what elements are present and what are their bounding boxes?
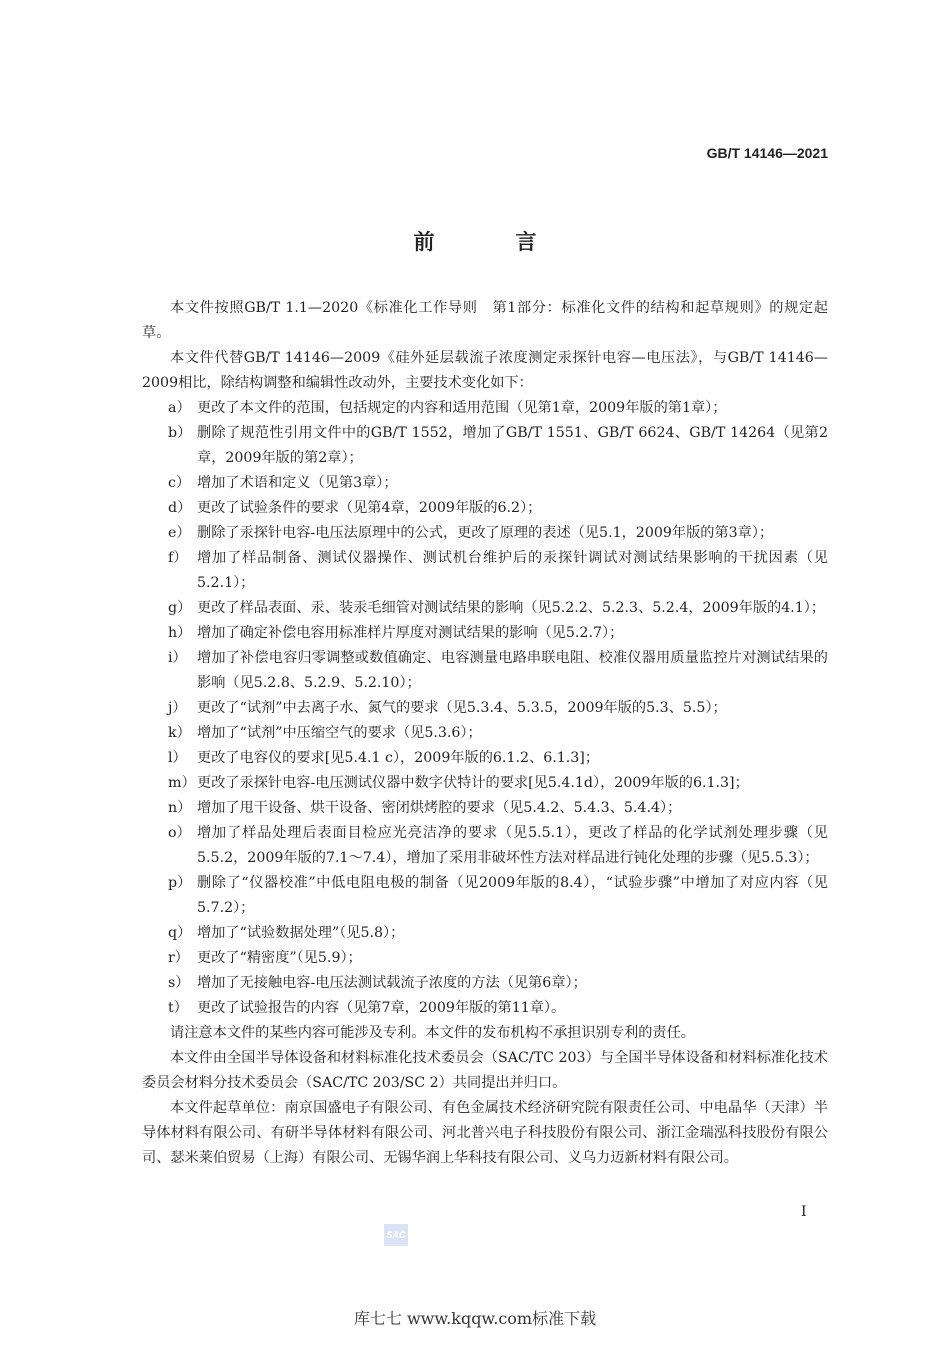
list-item-text: 增加了样品处理后表面目检应光亮洁净的要求（见5.5.1），更改了样品的化学试剂处理步骤（见5.5.2，2009年版的7.1～7.4），增加了采用非破坏性方法对样品进行钝化处理的步骤（见5.5.3）； [197,825,828,866]
list-item-label: r） [168,950,189,966]
page-number: I [801,1204,807,1220]
list-item-text: 更改了电容仪的要求[见5.4.1 c），2009年版的6.1.2、6.1.3]； [197,750,600,766]
list-item [142,471,828,496]
list-item-label: q） [168,925,192,941]
footer-watermark-text: 库七七 www.kqqw.com标准下载 [353,1309,597,1328]
list-item-text: 增加了术语和定义（见第3章）； [197,475,398,491]
list-item-text: 增加了补偿电容归零调整或数值确定、电容测量电路串联电阻、校准仪器用质量监控片对测试结果的影响（见5.2.8、5.2.9、5.2.10）； [197,650,828,691]
list-item-label: d） [168,500,192,516]
list-item [142,646,828,696]
list-item-text: 删除了规范性引用文件中的GB/T 1552，增加了GB/T 1551、GB/T 6624、GB/T 14264（见第2章，2009年版的第2章）； [197,425,828,466]
list-item-label: j） [168,700,187,716]
list-item-text: 增加了确定补偿电容用标准样片厚度对测试结果的影响（见5.2.7）； [197,625,624,641]
list-item-text: 增加了甩干设备、烘干设备、密闭烘烤腔的要求（见5.4.2、5.4.3、5.4.4）； [197,800,682,816]
list-item-text: 更改了“精密度”（见5.9）； [197,950,362,966]
list-item-label: s） [168,975,190,991]
list-item [142,721,828,746]
list-item [142,821,828,871]
list-item-label: e） [168,525,191,541]
list-item-label: l） [168,750,187,766]
list-item [142,546,828,596]
sac-logo-watermark: SAC [384,1224,408,1246]
list-item [142,521,828,546]
list-item [142,621,828,646]
list-item [142,421,828,471]
page-title: 前 言 [413,230,567,254]
paragraph: 本文件代替GB/T 14146—2009《硅外延层载流子浓度测定汞探针电容—电压法》，与GB/T 14146—2009相比，除结构调整和编辑性改动外，主要技术变化如下： [142,350,828,391]
list-item-label: f） [168,550,188,566]
list-item [142,746,828,771]
list-item-text: 删除了“仪器校准”中低电阻电极的制备（见2009年版的8.4），“试验步骤”中增加了对应内容（见5.7.2）； [197,875,828,916]
list-item-text: 删除了汞探针电容-电压法原理中的公式，更改了原理的表述（见5.1，2009年版的第3章）； [197,525,774,541]
list-item-label: k） [168,725,191,741]
list-item [142,396,828,421]
list-item-label: b） [168,425,192,441]
list-item-text: 更改了试验报告的内容（见第7章，2009年版的第11章）。 [197,1000,566,1016]
list-item-label: o） [168,825,191,841]
list-item-label: g） [168,600,192,616]
list-item-text: 更改了样品表面、汞、装汞毛细管对测试结果的影响（见5.2.2、5.2.3、5.2.4，2009年版的4.1）； [197,600,826,616]
list-item-label: h） [168,625,192,641]
paragraph: 本文件起草单位：南京国盛电子有限公司、有色金属技术经济研究院有限责任公司、中电晶华（天津）半导体材料有限公司、有研半导体材料有限公司、河北普兴电子科技股份有限公司、浙江金瑞泓科技股份有限公司、瑟米莱伯贸易（上海）有限公司、无锡华润上华科技有限公司、义乌力迈新材料有限公司。 [142,1100,828,1166]
list-item [142,696,828,721]
list-item-label: a） [168,400,191,416]
list-item-text: 更改了“试剂”中去离子水、氮气的要求（见5.3.4、5.3.5，2009年版的5.3、5.5）； [197,700,727,716]
list-item-text: 增加了“试验数据处理”（见5.8）； [197,925,405,941]
list-item [142,871,828,921]
changes-list [142,396,828,1021]
list-item-label: n） [168,800,192,816]
list-item-text: 更改了试验条件的要求（见第4章，2009年版的6.2）； [197,500,542,516]
list-item-label: p） [168,875,192,891]
paragraph: 请注意本文件的某些内容可能涉及专利。本文件的发布机构不承担识别专利的责任。 [170,1025,695,1041]
list-item-text: 增加了无接触电容-电压法测试载流子浓度的方法（见第6章）； [197,975,587,991]
list-item-text: 增加了“试剂”中压缩空气的要求（见5.3.6）； [197,725,482,741]
list-item-label: i） [168,650,187,666]
list-item-text: 增加了样品制备、测试仪器操作、测试机台维护后的汞探针调试对测试结果影响的干扰因素（见5.2.1）； [197,550,828,591]
list-item-label: c） [168,475,191,491]
list-item [142,771,828,796]
list-item [142,796,828,821]
list-item [142,971,828,996]
list-item-text: 更改了汞探针电容-电压测试仪器中数字伏特计的要求[见5.4.1d），2009年版的6.1.3]； [197,775,749,791]
list-item [142,496,828,521]
list-item-label: m） [168,775,196,791]
paragraph: 本文件按照GB/T 1.1—2020《标准化工作导则 第1部分：标准化文件的结构和起草规则》的规定起草。 [142,300,828,341]
list-item [142,946,828,971]
list-item [142,596,828,621]
paragraph: 本文件由全国半导体设备和材料标准化技术委员会（SAC/TC 203）与全国半导体设备和材料标准化技术委员会材料分技术委员会（SAC/TC 203/SC 2）共同提出并归口。 [142,1050,828,1091]
list-item [142,996,828,1021]
document-body [142,296,828,1171]
list-item-text: 更改了本文件的范围，包括规定的内容和适用范围（见第1章，2009年版的第1章）； [197,400,727,416]
list-item-label: t） [168,1000,188,1016]
document-number: GB/T 14146—2021 [706,145,828,161]
list-item [142,921,828,946]
